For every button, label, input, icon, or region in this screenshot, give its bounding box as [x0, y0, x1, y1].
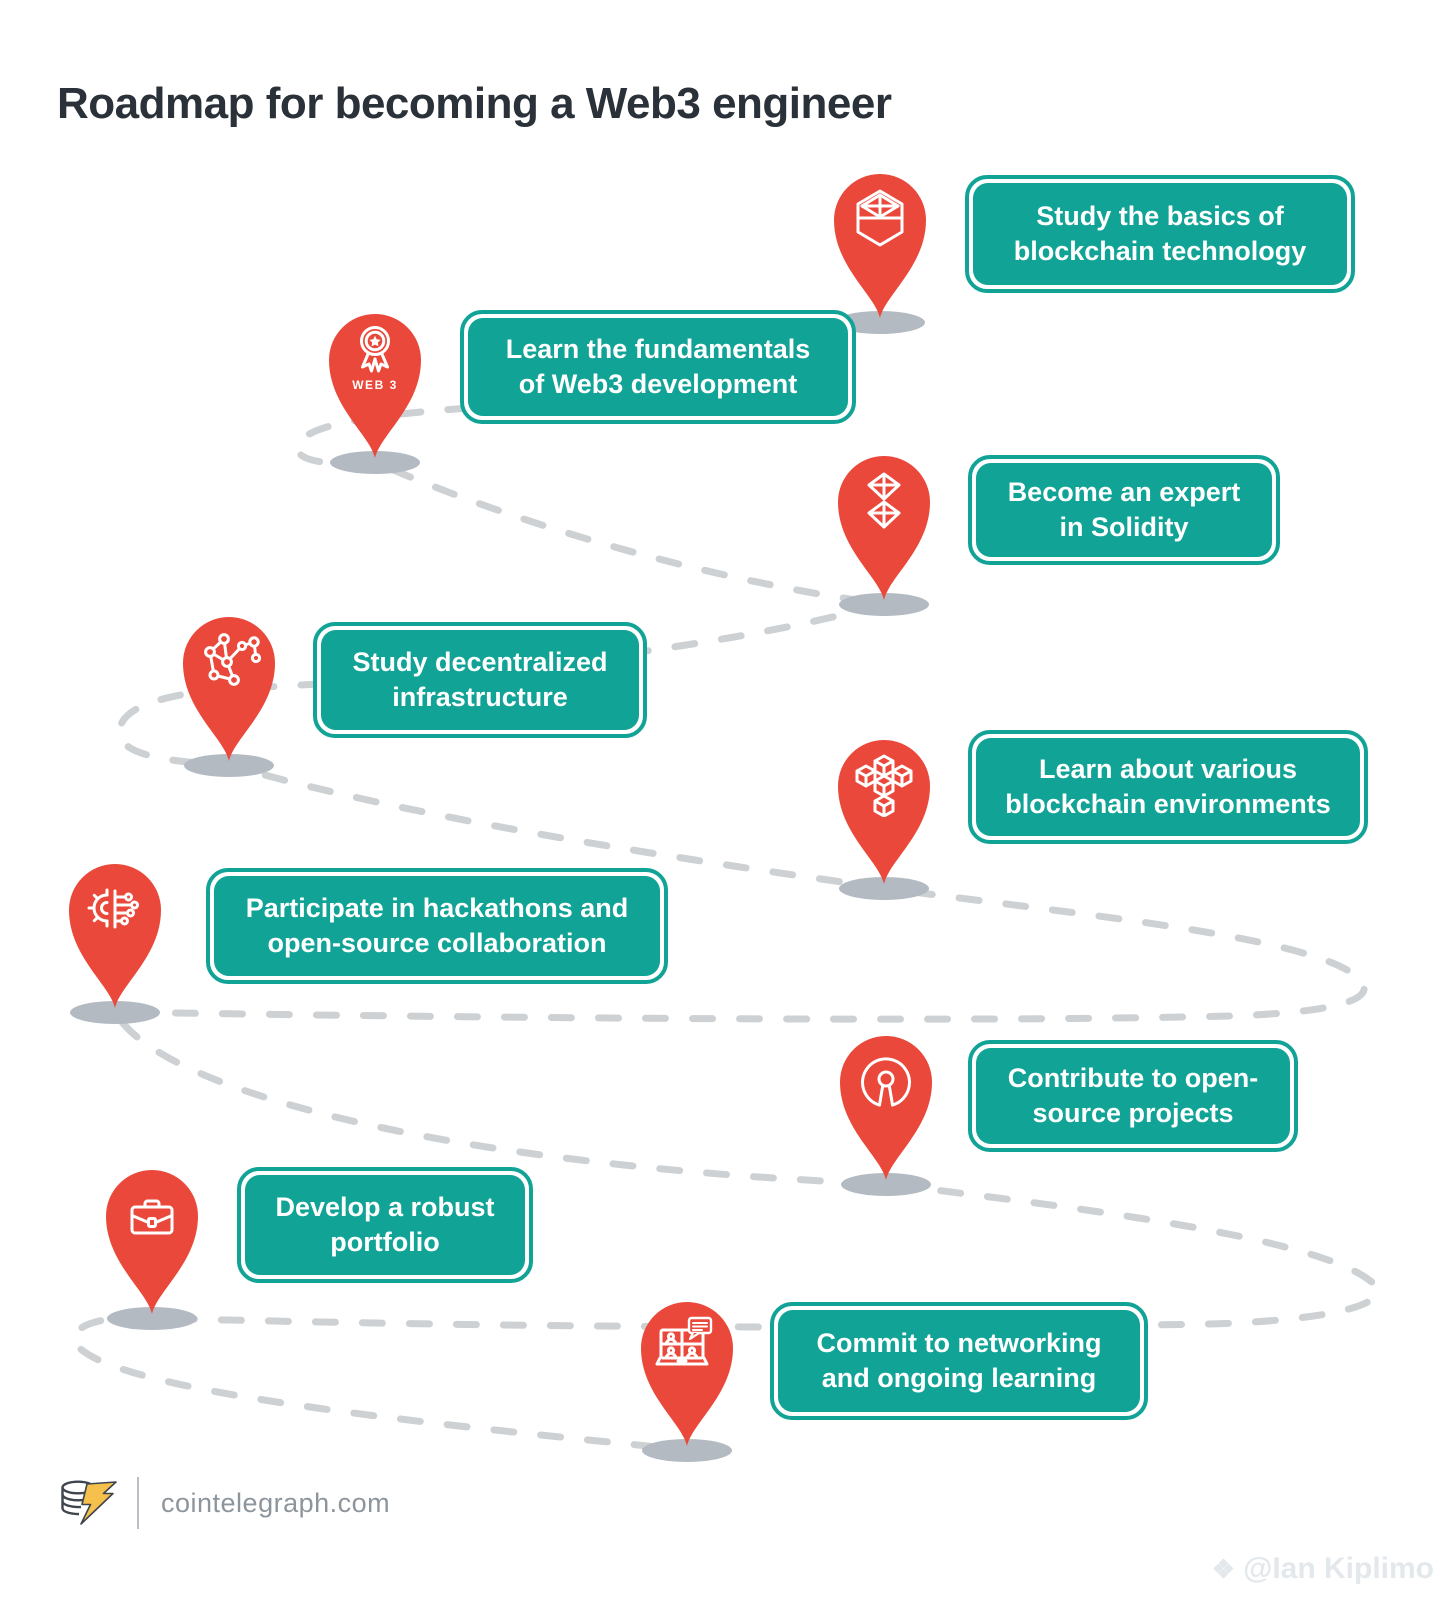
label-web3-fundamentals: [460, 310, 856, 424]
label-line: Learn about various: [1038, 753, 1298, 784]
label-line: Become an expert: [1007, 476, 1241, 507]
pin-decentralized-infrastructure: [177, 613, 281, 779]
pin-hackathons-collaboration: [63, 860, 167, 1026]
label-line: Commit to networking: [816, 1327, 1102, 1358]
footer-site-text: cointelegraph.com: [161, 1487, 391, 1518]
label-decentralized-infrastructure: [313, 622, 647, 738]
label-blockchain-basics: [965, 175, 1355, 293]
watermark-credit-text: @Ian Kiplimo: [1243, 1552, 1434, 1585]
label-hackathons-collaboration: [206, 868, 668, 984]
label-line: and ongoing learning: [821, 1363, 1097, 1393]
pin-blockchain-basics: [828, 170, 932, 336]
label-line: Study the basics of: [1036, 200, 1284, 231]
footer: [57, 1474, 390, 1532]
label-line: source projects: [1032, 1098, 1234, 1128]
pin-blockchain-environments: [832, 736, 936, 902]
pin-open-source-projects: [834, 1032, 938, 1198]
watermark-diamond-icon: ❖: [1211, 1553, 1236, 1584]
web3-badge-caption: WEB 3: [352, 378, 398, 392]
pin-web3-fundamentals: [323, 310, 427, 476]
label-line: Contribute to open-: [1007, 1062, 1259, 1093]
pin-robust-portfolio: [100, 1166, 204, 1332]
cointelegraph-logo-icon: [57, 1477, 121, 1529]
label-line: Study decentralized: [352, 646, 608, 677]
label-open-source-projects: [968, 1040, 1298, 1152]
label-line: Develop a robust: [275, 1191, 495, 1222]
briefcase-icon: [120, 1183, 184, 1247]
pin-networking-learning: [635, 1298, 739, 1464]
watermark: [1212, 1552, 1434, 1586]
label-line: infrastructure: [392, 682, 568, 712]
open-source-icon: [854, 1049, 918, 1113]
label-line: blockchain environments: [1005, 789, 1331, 819]
video-call-icon: [653, 1315, 721, 1379]
web3-badge-icon: [342, 321, 408, 395]
network-graph-icon: [197, 630, 261, 694]
label-line: open-source collaboration: [267, 928, 607, 958]
label-solidity-expert: [968, 455, 1280, 565]
label-robust-portfolio: [237, 1167, 533, 1283]
label-line: in Solidity: [1059, 512, 1189, 542]
label-line: Learn the fundamentals: [505, 333, 811, 364]
label-blockchain-environments: [968, 730, 1368, 844]
cube-cluster-icon: [852, 753, 916, 817]
gear-circuit-icon: [83, 877, 147, 941]
label-line: Participate in hackathons and: [245, 892, 629, 923]
page-title: Roadmap for becoming a Web3 engineer: [57, 79, 892, 129]
label-line: blockchain technology: [1013, 236, 1307, 266]
label-networking-learning: [770, 1302, 1148, 1420]
footer-divider: [137, 1477, 139, 1529]
label-line: of Web3 development: [518, 369, 798, 399]
pin-solidity-expert: [832, 452, 936, 618]
solidity-icon: [852, 469, 916, 533]
label-line: portfolio: [330, 1227, 440, 1257]
blockchain-cube-icon: [848, 187, 912, 251]
